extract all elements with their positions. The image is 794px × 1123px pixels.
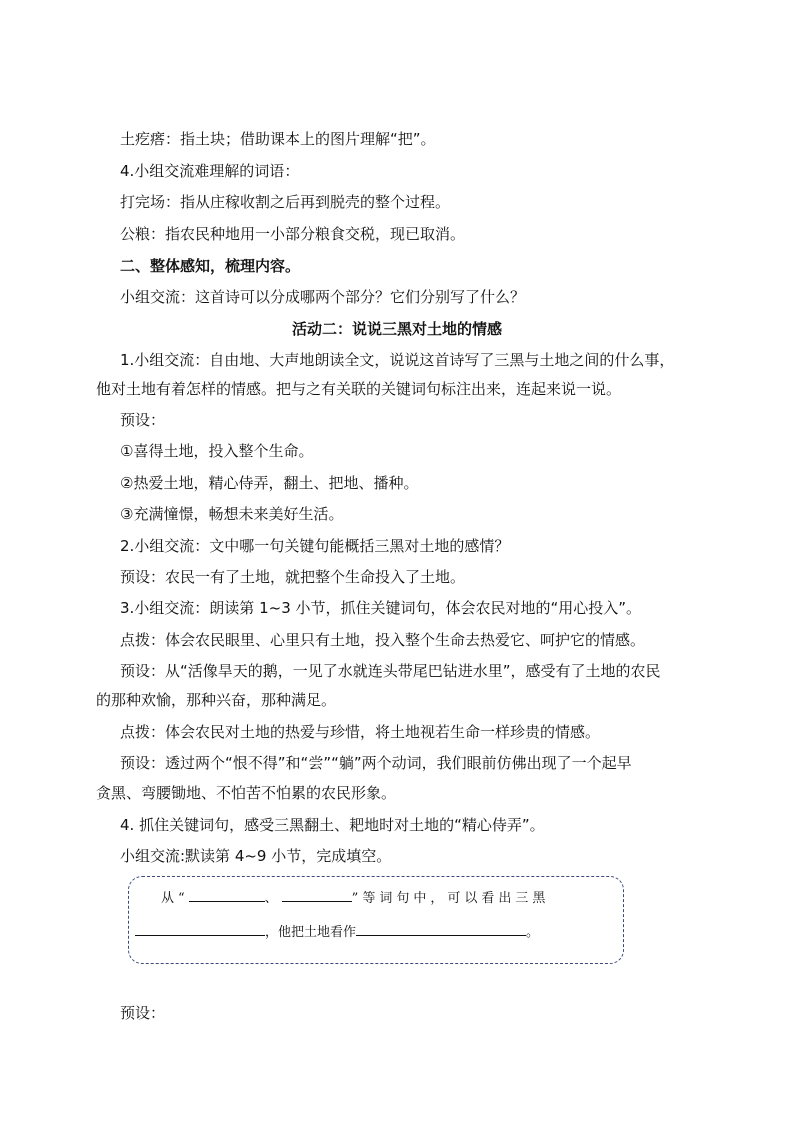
text-line: ①喜得土地，投入整个生命。 <box>120 442 314 460</box>
text-line: 2.小组交流：文中哪一句关键句能概括三黑对土地的感情？ <box>120 537 510 555</box>
text-line: ③充满憧憬，畅想未来美好生活。 <box>120 505 344 523</box>
fill-text: 、 <box>264 891 282 906</box>
fill-text: ，他把土地看作 <box>265 925 357 940</box>
text-line: 贪黑、弯腰锄地、不怕苦不怕累的农民形象。 <box>96 784 397 802</box>
text-line: 点拨：体会农民眼里、心里只有土地，投入整个生命去热爱它、呵护它的情感。 <box>120 631 646 649</box>
text-line: 预设：透过两个“恨不得”和“尝”“躺”两个动词，我们眼前仿佛出现了一个起早 <box>120 754 632 772</box>
fill-text: 。 <box>526 925 540 940</box>
text-line: 3.小组交流：朗读第 1~3 小节，抓住关键词句，体会农民对地的“用心投入”。 <box>120 599 642 617</box>
fill-line-1 <box>161 889 549 908</box>
text-line: 预设： <box>120 1004 166 1022</box>
text-line: 预设：农民一有了土地，就把整个生命投入了土地。 <box>120 568 466 586</box>
blank-1[interactable] <box>189 889 265 902</box>
text-line: 小组交流：这首诗可以分成哪两个部分？它们分别写了什么？ <box>120 288 526 306</box>
text-line: 预设：从“活像旱天的鹅，一见了水就连头带尾巴钻进水里”，感受有了土地的农民 <box>120 662 661 680</box>
blank-3[interactable] <box>135 923 265 936</box>
text-line: 预设： <box>120 411 166 429</box>
blank-2[interactable] <box>282 889 352 902</box>
text-line: 的那种欢愉，那种兴奋，那种满足。 <box>96 691 337 709</box>
text-line: 小组交流:默读第 4~9 小节，完成填空。 <box>120 847 392 865</box>
text-line: ②热爱土地，精心侍弄，翻土、把地、播种。 <box>120 474 419 492</box>
fill-in-blank-box <box>128 876 624 964</box>
text-line: 4. 抓住关键词句，感受三黑翻土、耙地时对土地的“精心侍弄”。 <box>120 816 545 834</box>
fill-text: ”等词句中，可以看出三黑 <box>351 891 550 906</box>
text-line: 1.小组交流：自由地、大声地朗读全文，说说这首诗写了三黑与土地之间的什么事， <box>120 351 675 369</box>
fill-text: 从“ <box>161 891 189 906</box>
blank-4[interactable] <box>356 923 526 936</box>
text-line: 土疙瘩：指土块；借助课本上的图片理解“把”。 <box>120 130 436 148</box>
text-line: 打完场：指从庄稼收割之后再到脱壳的整个过程。 <box>120 193 451 211</box>
activity-heading: 活动二：说说三黑对土地的情感 <box>291 320 502 338</box>
section-heading: 二、整体感知，梳理内容。 <box>120 257 301 275</box>
text-line: 公粮：指农民种地用一小部分粮食交税，现已取消。 <box>120 225 466 243</box>
text-line: 他对土地有着怎样的情感。把与之有关联的关键词句标注出来，连起来说一说。 <box>96 380 622 398</box>
text-line: 4.小组交流难理解的词语： <box>120 162 300 180</box>
fill-line-2 <box>135 923 539 942</box>
text-line: 点拨：体会农民对土地的热爱与珍惜，将土地视若生命一样珍贵的情感。 <box>120 723 601 741</box>
